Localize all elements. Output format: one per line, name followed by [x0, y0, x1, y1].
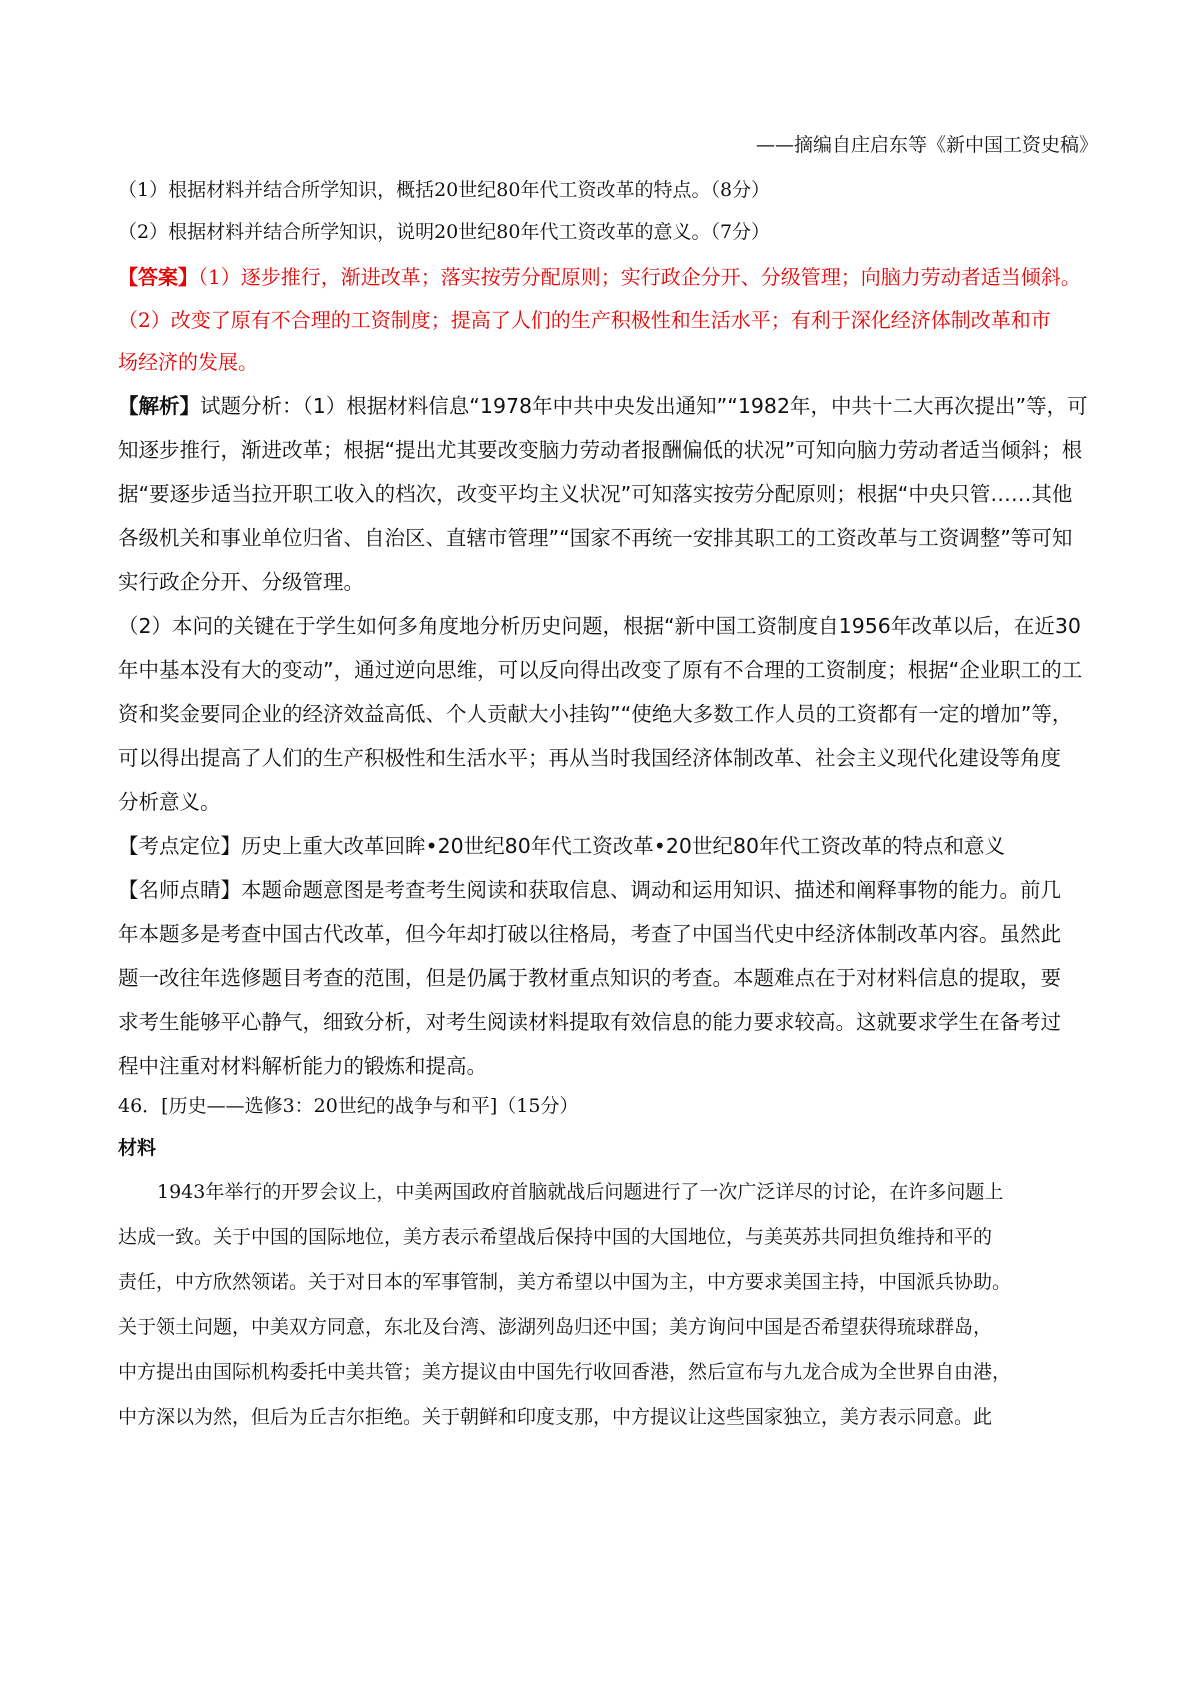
source-citation: ——摘编自庄启东等《新中国工资史稿》: [755, 134, 1098, 156]
material-line-1: 1943年举行的开罗会议上，中美两国政府首脑就战后问题进行了一次广泛详尽的讨论，在许多问题上: [157, 1181, 1004, 1203]
analysis-line-10: 分析意义。: [118, 790, 221, 814]
mingshi-line-3: 题一改往年选修题目考查的范围，但是仍属于教材重点知识的考查。本题难点在于对材料信息的提取，要: [118, 966, 1061, 990]
material-label: 材料: [118, 1137, 157, 1159]
analysis-text-1: 试题分析：（1）根据材料信息“1978年中共中央发出通知”“1982年，中共十二大再次提出”等，可: [200, 394, 1088, 418]
analysis-line-2: 知逐步推行，渐进改革；根据“提出尤其要改变脑力劳动者报酬偏低的状况”可知向脑力劳动者适当倾斜；根: [118, 438, 1083, 462]
mingshi-line-4: 求考生能够平心静气，细致分析，对考生阅读材料提取有效信息的能力要求较高。这就要求学生在备考过: [118, 1010, 1061, 1034]
material-line-6: 中方深以为然，但后为丘吉尔拒绝。关于朝鲜和印度支那，中方提议让这些国家独立，美方表示同意。此: [118, 1406, 993, 1428]
analysis-line-6: （2）本问的关键在于学生如何多角度地分析历史问题，根据“新中国工资制度自1956年改革以后，在近30: [118, 614, 1081, 638]
answer-text-1: （1）逐步推行，渐进改革；落实按劳分配原则；实行政企分开、分级管理；向脑力劳动者适当倾斜。: [198, 265, 1081, 289]
analysis-line-4: 各级机关和事业单位归省、自治区、直辖市管理”“国家不再统一安排其职工的工资改革与工资调整”等可知: [118, 526, 1073, 550]
analysis-line-9: 可以得出提高了人们的生产积极性和生活水平；再从当时我国经济体制改革、社会主义现代化建设等角度: [118, 746, 1061, 770]
answer-line-3: 场经济的发展。: [118, 350, 258, 374]
material-line-4: 关于领土问题，中美双方同意，东北及台湾、澎湖列岛归还中国；美方询问中国是否希望获得琉球群岛，: [118, 1316, 993, 1338]
analysis-line-8: 资和奖金要同企业的经济效益高低、个人贡献大小挂钩”“使绝大多数工作人员的工资都有一定的增加”等，: [118, 702, 1073, 726]
question-1: （1）根据材料并结合所学知识，概括20世纪80年代工资改革的特点。（8分）: [118, 179, 771, 201]
analysis-line-7: 年中基本没有大的变动”，通过逆向思维，可以反向得出改变了原有不合理的工资制度；根据“企业职工的工: [118, 658, 1083, 682]
mingshi-line-1: 【名师点睛】本题命题意图是考查考生阅读和获取信息、调动和运用知识、描述和阐释事物的能力。前几: [118, 878, 1061, 902]
analysis-line-3: 据“要逐步适当拉开职工收入的档次，改变平均主义状况”可知落实按劳分配原则；根据“中央只管……其他: [118, 482, 1073, 506]
answer-label: 【答案】: [118, 265, 198, 289]
mingshi-line-5: 程中注重对材料解析能力的锻炼和提高。: [118, 1054, 487, 1078]
analysis-line-1: [118, 389, 1098, 419]
analysis-line-5: 实行政企分开、分级管理。: [118, 570, 364, 594]
question-2: （2）根据材料并结合所学知识，说明20世纪80年代工资改革的意义。（7分）: [118, 221, 771, 243]
analysis-label: 【解析】: [118, 394, 200, 418]
mingshi-line-2: 年本题多是考查中国古代改革，但今年却打破以往格局，考查了中国当代史中经济体制改革内容。虽然此: [118, 922, 1061, 946]
question-46-heading: 46．[历史——选修3：20世纪的战争与和平]（15分）: [118, 1095, 579, 1117]
material-line-2: 达成一致。关于中国的国际地位，美方表示希望战后保持中国的大国地位，与美英苏共同担负维持和平的: [118, 1226, 993, 1248]
material-line-5: 中方提出由国际机构委托中美共管；美方提议由中国先行收回香港，然后宣布与九龙合成为全世界自由港，: [118, 1361, 1012, 1383]
answer-line-2: （2）改变了原有不合理的工资制度；提高了人们的生产积极性和生活水平；有利于深化经济体制改革和市: [118, 308, 1051, 332]
kaodian-line: 【考点定位】历史上重大改革回眸•20世纪80年代工资改革•20世纪80年代工资改革的特点和意义: [118, 834, 1006, 858]
material-line-3: 责任，中方欣然领诺。关于对日本的军事管制，美方希望以中国为主，中方要求美国主持，中国派兵协助。: [118, 1271, 1012, 1293]
answer-line-1: [118, 261, 1098, 290]
